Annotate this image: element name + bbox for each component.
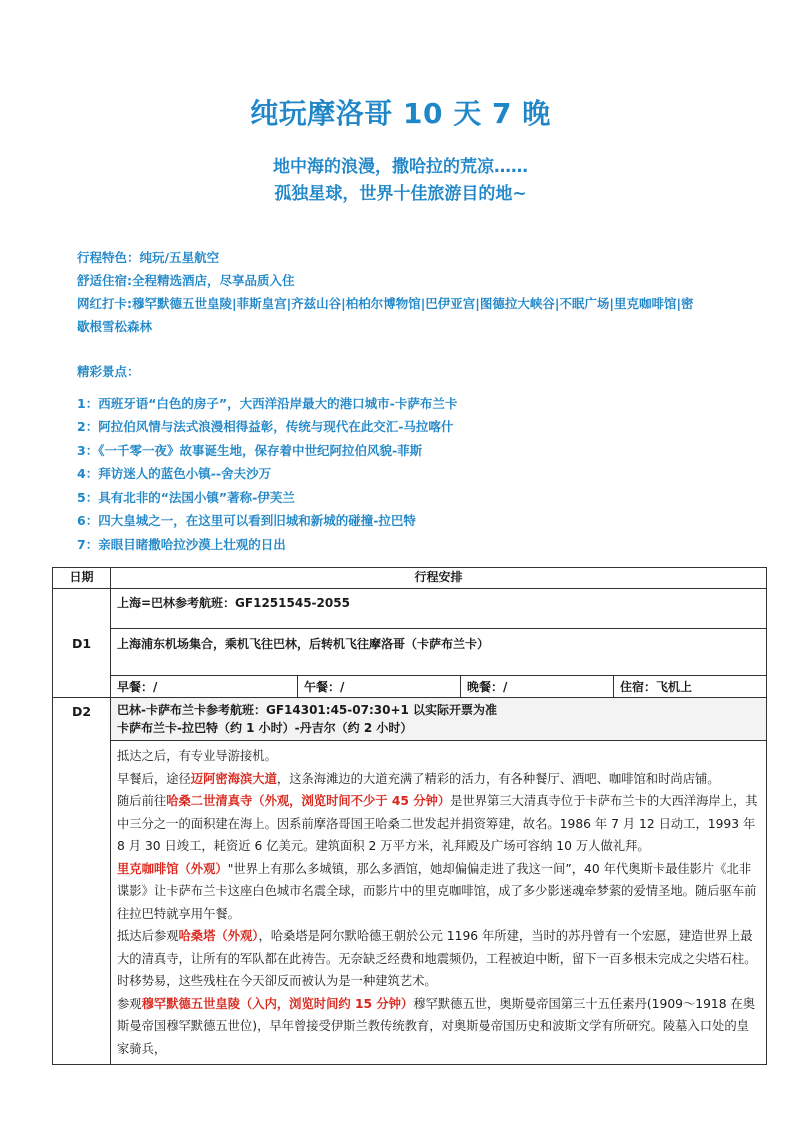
d2-head-row [53, 698, 767, 741]
d2-paragraph [117, 993, 760, 1061]
d2-head [111, 698, 767, 741]
text: 抵达后参观 [117, 929, 179, 943]
d1-flight-row [53, 589, 767, 629]
d1-desc: 上海浦东机场集合，乘机飞往巴林，后转机飞往摩洛哥（卡萨布兰卡） [111, 629, 767, 676]
table-header-row [53, 568, 767, 589]
d2-body [111, 741, 767, 1065]
d1-desc-row [53, 629, 767, 676]
day-label-d2: D2 [53, 698, 111, 1065]
highlight-item: 3：《一千零一夜》故事诞生地，保存着中世纪阿拉伯风貌-菲斯 [77, 442, 423, 458]
d2-paragraph [117, 925, 760, 993]
feature-line: 舒适住宿:全程精选酒店，尽享品质入住 [77, 273, 295, 288]
text: 是世界第三大清真寺位于卡萨布兰卡的大西洋海岸上，其中三分之一的面积建在海上。因系前摩洛哥国王哈桑二世发起并捐资筹建，故名。1986 年 7 月 12 日动工，1993 年 8 月 30 日竣工，耗资近 6 亿美元。建筑面积 2 万平方米，礼拜殿及广场可容纳 10 万人做礼拜。 [117, 794, 758, 853]
features-block [77, 246, 737, 338]
d1-flight: 上海=巴林参考航班：GF1251545-2055 [111, 589, 767, 629]
page-title: 纯玩摩洛哥 10 天 7 晚 [250, 97, 551, 130]
highlight-item: 7：亲眼目睹撒哈拉沙漠上壮观的日出 [77, 536, 286, 552]
text: "世界上有那么多城镇，那么多酒馆，她却偏偏走进了我这一间”，40 年代奥斯卡最佳影片《北非谍影》让卡萨布兰卡这座白色城市名震全球，而影片中的里克咖啡馆，成了多少影迷魂牵梦萦的爱情圣地。随后驱车前往拉巴特就享用午餐。 [117, 861, 757, 921]
highlight-item: 6：四大皇城之一，在这里可以看到旧城和新城的碰撞-拉巴特 [77, 513, 416, 528]
text: 穆罕默德五世，奥斯曼帝国第三十五任素丹(1909～1918 在奥斯曼帝国穆罕默德五世位)，早年曾接受伊斯兰教传统教育，对奥斯曼帝国历史和波斯文学有所研究。陵墓入口处的皇家骑兵， [117, 996, 756, 1056]
highlight-place: 穆罕默德五世皇陵（入内，浏览时间约 15 分钟） [141, 996, 414, 1011]
text: 随后前往 [117, 794, 167, 808]
d1-meals-row [53, 676, 767, 698]
text: 早餐后，途径 [117, 771, 191, 786]
highlight-item: 2：阿拉伯风情与法式浪漫相得益彰，传统与现代在此交汇-马拉喀什 [77, 419, 454, 434]
subtitle-line-2: 孤独星球，世界十佳旅游目的地~ [274, 184, 527, 204]
highlight-place: 哈桑塔（外观） [178, 929, 259, 943]
highlight-place: 哈桑二世清真寺（外观，浏览时间不少于 45 分钟） [166, 794, 451, 808]
d2-body-row [53, 741, 767, 1065]
d1-lunch: 午餐：/ [298, 676, 461, 698]
d2-paragraph [117, 768, 760, 791]
d1-hotel: 住宿：飞机上 [614, 676, 767, 698]
feature-line: 网红打卡:穆罕默德五世皇陵|菲斯皇宫|齐兹山谷|柏柏尔博物馆|巴伊亚宫|图德拉大峡谷|不眠广场|里克咖啡馆|密 [77, 296, 694, 311]
text: 参观 [117, 996, 142, 1011]
subtitle-line-1: 地中海的浪漫，撒哈拉的荒凉…… [273, 157, 528, 177]
text: ，这条海滩边的大道充满了精彩的活力，有各种餐厅、酒吧、咖啡馆和时尚店铺。 [276, 771, 720, 786]
feature-line: 歇根雪松森林 [77, 319, 153, 334]
highlights-block [77, 360, 737, 556]
d2-paragraph [117, 790, 760, 858]
highlight-place: 里克咖啡馆（外观） [117, 861, 228, 876]
d1-dinner: 晚餐：/ [461, 676, 614, 698]
d2-route: 卡萨布兰卡-拉巴特（约 1 小时）-丹吉尔（约 2 小时） [117, 721, 413, 735]
header-plan: 行程安排 [111, 568, 767, 589]
highlight-item: 1：西班牙语“白色的房子”，大西洋沿岸最大的港口城市-卡萨布兰卡 [77, 395, 458, 411]
spacer [77, 384, 737, 392]
highlight-item: 5：具有北非的“法国小镇”著称-伊芙兰 [77, 489, 295, 505]
text: ，哈桑塔是阿尔默哈德王朝於公元 1196 年所建，当时的苏丹曾有一个宏愿，建造世界上最大的清真寺，让所有的军队都在此祷告。无奈缺乏经费和地震频仍，工程被迫中断，留下一百多根未完成之尖塔石柱。时移势易，这些残柱在今天卻反而被认为是一种建筑艺术。 [117, 929, 757, 988]
d2-flight: 巴林-卡萨布兰卡参考航班：GF14301:45-07:30+1 以实际开票为准 [117, 703, 498, 717]
feature-line: 行程特色：纯玩/五星航空 [77, 250, 220, 265]
header-date: 日期 [53, 568, 111, 589]
highlights-heading: 精彩景点： [77, 364, 140, 379]
day-label-d1: D1 [53, 589, 111, 698]
highlight-place: 迈阿密海滨大道 [190, 771, 277, 786]
d2-paragraph [117, 858, 760, 926]
itinerary-table [52, 567, 767, 1065]
d2-paragraph: 抵达之后，有专业导游接机。 [117, 749, 277, 763]
highlight-item: 4：拜访迷人的蓝色小镇--舍夫沙万 [77, 466, 272, 481]
d1-breakfast: 早餐：/ [111, 676, 298, 698]
